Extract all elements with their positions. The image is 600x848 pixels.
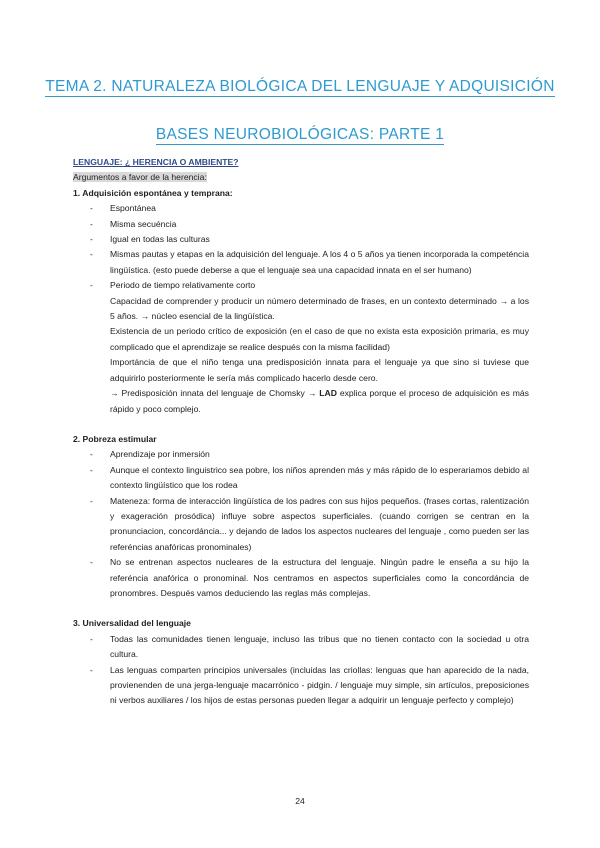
page-number: 24 xyxy=(295,796,305,806)
paragraph: Capacidad de comprender y producir un número determinado de frases, en un contexto determinado → a los 5 años. → núcleo esencial de la lingüística. xyxy=(110,295,529,322)
list-item: - Igual en todas las culturas xyxy=(73,232,529,247)
document-body xyxy=(73,155,529,709)
lad-term: LAD xyxy=(319,388,337,399)
subheading-row xyxy=(73,170,529,185)
highlighted-subheading: Argumentos a favor de la herencia: xyxy=(73,172,207,183)
list-item: - Mismas pautas y etapas en la adquisición del lenguaje. A los 4 o 5 años ya tienen incorporada la competéncia lingüística. (esto puede deberse a que el lenguaje sea una capacidad innata en el ser humano) xyxy=(73,247,529,278)
list-item: - No se entrenan aspectos nucleares de la estructura del lenguaje. Ningún padre le enseña a su hijo la referéncia anafórica o pronominal. Nos centramos en aspectos superficiales como la concordáncia de pronombres. Después vamos deduciendo las reglas más complejas. xyxy=(73,555,529,601)
section-3-list xyxy=(73,632,529,709)
section-2-list xyxy=(73,447,529,601)
paragraph: Existencia de un periodo crítico de exposición (en el caso de que no exista esta exposición primaria, es muy complicado que el aprendizaje se realice después con la misma facilidad) xyxy=(110,326,529,352)
list-item: - Mateneza: forma de interacción lingüística de los padres con sus hijos pequeños. (frases cortas, ralentización y exageración prosódica) influye sobre aspectos superficiales. (cuando corrigen se centran en la pronunciacion, concordáncia... y dejando de lados los aspectos nucleares del lenguaje , como pueden ser las referéncias anafóricas pronominales) xyxy=(73,494,529,556)
section-1-list xyxy=(73,201,529,293)
list-item: - Las lenguas comparten principios universales (incluidas las criollas: lenguas que han aparecido de la nada, provienenden de una jerga-lenguaje macarrónico - pidgin. / lenguaje muy simple, sin artículos, preposiciones ni verbos auxiliares / los hijos de estas personas pueden llegar a adquirir un lenguaje perfecto y complejo) xyxy=(73,663,529,709)
document-subtitle: BASES NEUROBIOLÓGICAS: PARTE 1 xyxy=(155,126,445,143)
list-item: - Aprendizaje por inmersión xyxy=(73,447,529,462)
list-item: - Misma secuéncia xyxy=(73,217,529,232)
list-item: - Espontánea xyxy=(73,201,529,216)
list-item: - Aunque el contexto linguistrico sea pobre, los niños aprenden más y más rápido de lo esperariamos debido al contexto lingüístico que los rodea xyxy=(73,463,529,494)
paragraph-chomsky: → Predisposición innata del lenguaje de Chomsky → LAD explica porque el proceso de adquisición es más rápido y poco complejo. xyxy=(110,388,529,414)
document-title: TEMA 2. NATURALEZA BIOLÓGICA DEL LENGUAJE Y ADQUISICIÓN xyxy=(45,78,555,95)
paragraph: Importáncia de que el niño tenga una predisposición innata para el lenguaje ya que sino si tuviese que adquirirlo posteriormente le sería más complicado hacerlo desde cero. xyxy=(110,357,529,383)
list-item: - Todas las comunidades tienen lenguaje, incluso las tribus que no tienen contacto con la sociedad u otra cultura. xyxy=(73,632,529,663)
section-3-title: 3. Universalidad del lenguaje xyxy=(73,618,191,629)
list-item: - Periodo de tiempo relativamente corto xyxy=(73,278,529,293)
section-2-title: 2. Pobreza estimular xyxy=(73,433,157,444)
section-1-title: 1. Adquisición espontánea y temprana: xyxy=(73,187,233,198)
section-heading: LENGUAJE: ¿ HERENCIA O AMBIENTE? xyxy=(73,157,239,167)
